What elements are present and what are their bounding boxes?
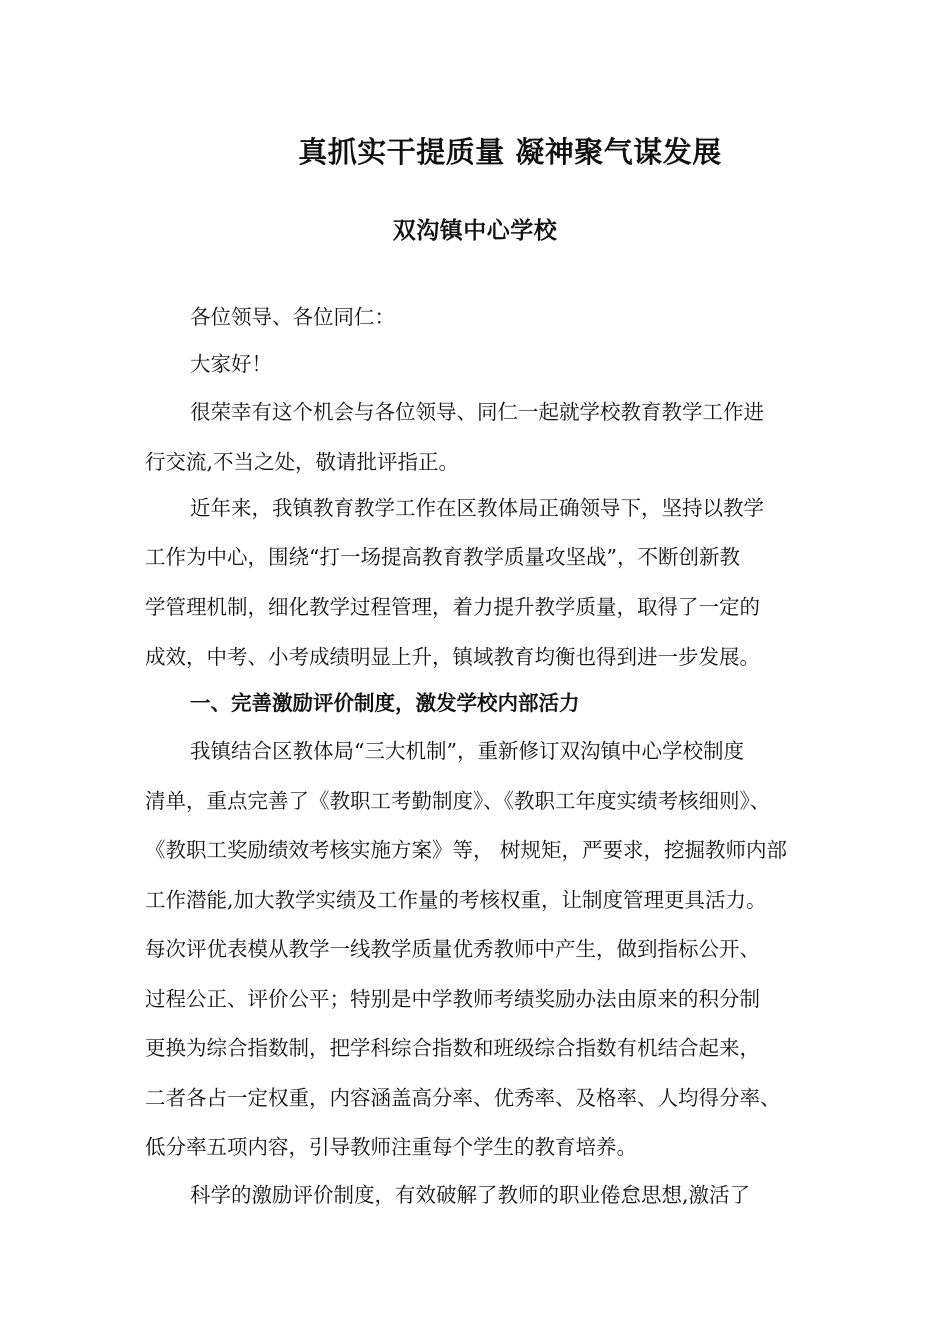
greeting: 各位领导、各位同仁： [190,305,395,329]
para3-line: 二者各占一定权重，内容涵盖高分率、优秀率、及格率、人均得分率、 [145,1086,781,1110]
document-title: 真抓实干提质量 凝神聚气谋发展 [298,135,722,169]
para3-line: 《教职工奖励绩效考核实施方案》等， 树规矩，严要求，挖掘教师内部 [145,838,788,862]
para2-line: 近年来，我镇教育教学工作在区教体局正确领导下，坚持以教学 [190,496,764,520]
hello: 大家好！ [190,352,272,376]
para1-line: 很荣幸有这个机会与各位领导、同仁一起就学校教育教学工作进 [190,400,764,424]
para3-line: 每次评优表模从教学一线教学质量优秀教师中产生，做到指标公开、 [145,937,760,961]
para3-line: 低分率五项内容，引导教师注重每个学生的教育培养。 [145,1135,637,1159]
para4-line: 科学的激励评价制度，有效破解了教师的职业倦怠思想,激活了 [190,1183,751,1207]
para3-line: 我镇结合区教体局“三大机制”，重新修订双沟镇中心学校制度 [190,739,744,763]
para2-line: 工作为中心，围绕“打一场提高教育教学质量攻坚战”，不断创新教 [145,545,740,569]
para3-line: 工作潜能,加大教学实绩及工作量的考核权重，让制度管理更具活力。 [145,888,767,912]
para2-line: 成效，中考、小考成绩明显上升，镇域教育均衡也得到进一步发展。 [145,645,760,669]
document-subtitle: 双沟镇中心学校 [392,217,558,244]
para3-line: 更换为综合指数制，把学科综合指数和班级综合指数有机结合起来， [145,1036,760,1060]
para2-line: 学管理机制，细化教学过程管理，着力提升教学质量，取得了一定的 [145,595,760,619]
para1-line: 行交流,不当之处，敬请批评指正。 [145,450,460,474]
para3-line: 清单，重点完善了《教职工考勤制度》、《教职工年度实绩考核细则》、 [145,789,771,813]
section-heading: 一、完善激励评价制度，激发学校内部活力 [190,691,580,715]
para3-line: 过程公正、评价公平；特别是中学教师考绩奖励办法由原来的积分制 [145,987,760,1011]
